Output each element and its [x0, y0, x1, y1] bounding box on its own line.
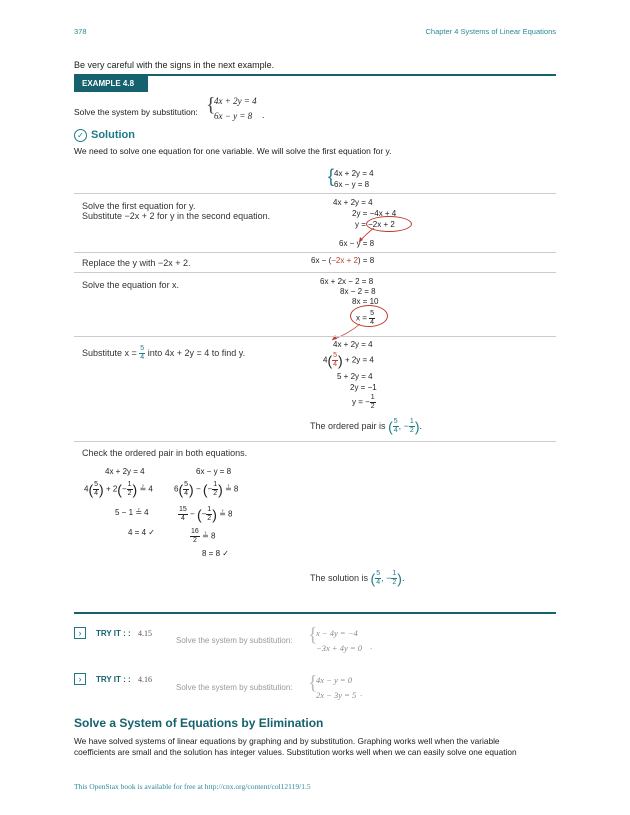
qeq: ≟ 8	[225, 484, 239, 494]
frac-num: 5	[94, 481, 99, 488]
ordered-pair: The ordered pair is ( $\frac{5}{4}$ , − $\frac{1}{2}$ ).	[310, 418, 422, 435]
frac-den: 2	[127, 490, 132, 497]
pair-sep: , −	[381, 572, 392, 583]
qeq: ≟ 4	[139, 484, 153, 494]
check-col1-line1: 4x + 2y = 4	[105, 467, 145, 476]
page-number: 378	[74, 27, 87, 36]
step2-math-red: −2x + 2	[331, 256, 358, 265]
try-it-label: TRY IT : :	[96, 629, 131, 638]
step2-math-a: 6x − (	[311, 256, 332, 265]
fraction	[178, 506, 188, 523]
step2-line1: Replace the y with −2x + 2.	[82, 258, 191, 268]
frac-den: 2	[207, 515, 212, 522]
frac-num: 1	[213, 481, 218, 488]
step3-x-eq: x =	[356, 313, 367, 323]
section-para-line2: coefficients are small and the solution has integer values. Substitution works well when we can easily solve one equation	[74, 747, 517, 757]
step1-math4: 6x − y = 8	[339, 239, 375, 248]
example-eq2: 6x − y = 8	[214, 111, 253, 121]
section-title: Solve a System of Equations by Elimination	[74, 716, 324, 730]
solution-heading: Solution	[91, 129, 135, 141]
try-end: .	[360, 688, 363, 698]
try-eq1: 4x − y = 0	[316, 675, 353, 685]
step4-math4: 2y = −1	[350, 383, 377, 392]
frac-den: 4	[140, 354, 145, 361]
frac-num: 1	[207, 506, 212, 513]
frac-den: 2	[392, 579, 397, 586]
example-bottom-rule	[74, 612, 556, 614]
frac-den: 4	[94, 490, 99, 497]
divider	[74, 441, 556, 442]
frac-den: 4	[370, 319, 375, 326]
divider	[74, 272, 556, 273]
try-it-label: TRY IT : :	[96, 675, 131, 684]
frac-den: 2	[370, 403, 375, 410]
step4-label	[82, 345, 245, 362]
plus-two: + 2	[105, 484, 118, 494]
qeq: ≟ 8	[202, 531, 216, 541]
step1-line1: Solve the first equation for y.	[82, 201, 196, 211]
chapter-title: Chapter 4 Systems of Linear Equations	[425, 27, 556, 36]
try-it-number: 4.15	[138, 629, 152, 638]
try-end: .	[370, 641, 373, 651]
frac-num: 5	[370, 310, 375, 317]
step3-math3: 8x = 10	[352, 297, 379, 306]
try-it-prompt: Solve the system by substitution:	[176, 636, 293, 645]
footer-text: This OpenStax book is available for free at http://cnx.org/content/col12119/1.5	[74, 782, 311, 791]
final-solution: The solution is ( $\frac{5}{4}$ , − $\frac{1}{2}$ ).	[310, 570, 405, 587]
try-it-prompt: Solve the system by substitution:	[176, 683, 293, 692]
final-text: The solution is	[310, 572, 369, 583]
pair-end: .	[419, 420, 422, 431]
step1-line2: Substitute −2x + 2 for y in the second equation.	[82, 211, 271, 221]
check-col2-line1: 6x − y = 8	[196, 467, 232, 476]
try-eq2: 2x − 3y = 5	[316, 690, 357, 700]
step3-line1: Solve the equation for x.	[82, 280, 180, 290]
intro-text: Be very careful with the signs in the next example.	[74, 60, 275, 70]
try-brace: {	[308, 624, 318, 646]
num: 4	[84, 484, 89, 494]
check-col2-line4	[190, 528, 215, 545]
frac-num: 5	[184, 481, 189, 488]
step4-y-eq: y = −	[352, 397, 370, 407]
step3-math1: 6x + 2x − 2 = 8	[320, 277, 374, 286]
step1-math3: y = −2x + 2	[355, 220, 395, 229]
check-col2-line5: 8 = 8 ✓	[202, 549, 229, 558]
step4-math2: 4( $\frac{5}{4}$ ) + 2y = 4	[323, 352, 374, 369]
fraction	[370, 394, 376, 411]
step3-math2: 8x − 2 = 8	[340, 287, 376, 296]
divider	[74, 193, 556, 194]
example-end: .	[262, 110, 265, 120]
step4-text-a: Substitute x =	[82, 347, 140, 358]
check-circle-icon: ✓	[74, 129, 87, 142]
frac-num: 5	[140, 345, 145, 352]
frac-den: 4	[376, 579, 381, 586]
divider	[74, 252, 556, 253]
frac-num: 1	[370, 394, 375, 401]
top-system-brace: {	[328, 166, 335, 186]
minus: −	[190, 509, 195, 519]
try-brace: {	[308, 672, 318, 694]
try-eq1: x − 4y = −4	[316, 628, 358, 638]
step4-math1: 4x + 2y = 4	[333, 340, 373, 349]
frac-den: 4	[393, 427, 398, 434]
check-col2-line2: 6( $\frac{5}{4}$ ) − (− $\frac{1}{2}$ ) ≟ 8	[174, 481, 239, 498]
step4-four: 4	[323, 355, 328, 365]
check-col2-line3: $\frac{15}{4}$ − (− $\frac{1}{2}$ ) ≟ 8	[179, 506, 233, 523]
pair-sep: , −	[398, 420, 409, 431]
check-label: Check the ordered pair in both equations.	[82, 448, 248, 458]
frac-den: 2	[192, 537, 197, 544]
frac-num: 1	[127, 481, 132, 488]
frac-num: 1	[392, 570, 397, 577]
try-it-expand-icon[interactable]: ›	[74, 627, 86, 639]
step2-math-b: ) = 8	[357, 256, 375, 265]
step1-math1: 4x + 2y = 4	[333, 198, 373, 207]
top-sys-eq1: 4x + 2y = 4	[334, 169, 374, 178]
num: 6	[174, 484, 179, 494]
step4-rest: + 2y = 4	[344, 355, 374, 365]
system-brace: {	[206, 94, 216, 116]
divider	[74, 336, 556, 337]
frac-num: 5	[393, 418, 398, 425]
frac-den: 4	[180, 515, 185, 522]
check-col1-line3: 5 − 1 ≟ 4	[115, 508, 149, 517]
step2-math	[311, 256, 374, 265]
frac-num: 5	[333, 352, 338, 359]
fraction	[190, 528, 200, 545]
frac-num: 15	[179, 506, 187, 513]
frac-den: 2	[409, 427, 414, 434]
example-eq1: 4x + 2y = 4	[214, 96, 257, 106]
step4-math3: 5 + 2y = 4	[337, 372, 373, 381]
try-it-number: 4.16	[138, 675, 152, 684]
step1-math2: 2y = −4x + 4	[352, 209, 397, 218]
minus: −	[207, 484, 213, 494]
minus: −	[121, 484, 127, 494]
minus: −	[201, 509, 207, 519]
check-col1-line4: 4 = 4 ✓	[128, 528, 155, 537]
frac-num: 16	[191, 528, 199, 535]
ordered-pair-text: The ordered pair is	[310, 420, 386, 431]
solution-lead: We need to solve one equation for one variable. We will solve the first equation for y.	[74, 146, 392, 156]
example-label: EXAMPLE 4.8	[74, 76, 148, 92]
step4-math5	[352, 394, 376, 411]
step4-text-b: into 4x + 2y = 4 to find y.	[145, 347, 246, 358]
try-it-expand-icon[interactable]: ›	[74, 673, 86, 685]
frac-den: 4	[333, 361, 338, 368]
check-col1-line2: 4( $\frac{5}{4}$ ) + 2(− $\frac{1}{2}$ ) ≟ 4	[84, 481, 153, 498]
frac-den: 2	[213, 490, 218, 497]
minus: −	[195, 484, 201, 494]
frac-den: 4	[184, 490, 189, 497]
frac-num: 1	[409, 418, 414, 425]
section-para-line1: We have solved systems of linear equations by graphing and by substitution. Graphing works well when the variable	[74, 736, 500, 746]
frac-num: 5	[376, 570, 381, 577]
example-prompt: Solve the system by substitution:	[74, 107, 198, 117]
top-sys-eq2: 6x − y = 8	[334, 180, 370, 189]
qeq: ≟ 8	[219, 509, 233, 519]
try-eq2: −3x + 4y = 0	[316, 643, 363, 653]
final-end: .	[401, 572, 405, 583]
